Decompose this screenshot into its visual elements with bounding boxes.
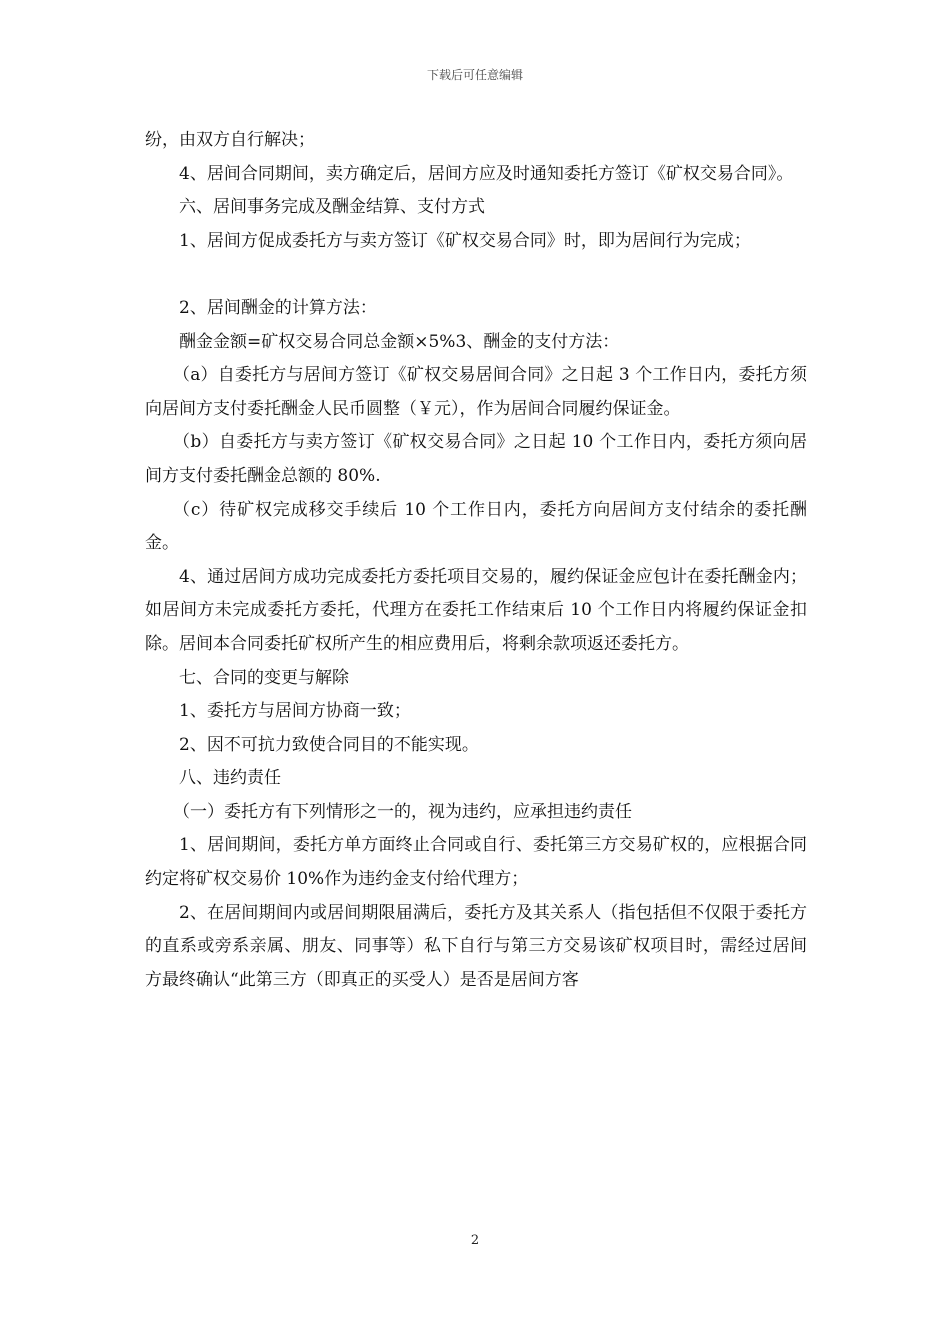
section-heading: 七、合同的变更与解除	[179, 667, 349, 688]
paragraph: 1、委托方与居间方协商一致；	[179, 701, 411, 722]
section-heading: 六、居间事务完成及酬金结算、支付方式	[179, 197, 485, 218]
page-header-note: 下载后可任意编辑	[426, 68, 523, 82]
section-heading: 八、违约责任	[179, 768, 281, 789]
page-number: 2	[470, 1233, 480, 1248]
paragraph: （一）委托方有下列情形之一的，视为违约，应承担违约责任	[173, 801, 632, 822]
paragraph: 纷，由双方自行解决；	[145, 130, 315, 150]
paragraph: （a）自委托方与居间方签订《矿权交易居间合同》之日起 3 个工作日内，委托方须向居间方支付委托酬金人民币圆整（￥元），作为居间合同履约保证金。	[145, 365, 807, 419]
paragraph: 4、通过居间方成功完成委托方委托项目交易的，履约保证金应包计在委托酬金内；如居间方未完成委托方委托，代理方在委托工作结束后 10 个工作日内将履约保证金扣除。居间本合同委托矿权所产生的相应费用后，将剩余款项返还委托方。	[145, 566, 807, 654]
paragraph: 4、居间合同期间，卖方确定后，居间方应及时通知委托方签订《矿权交易合同》。	[179, 163, 794, 184]
document-body	[145, 124, 807, 997]
paragraph: 2、在居间期间内或居间期限届满后，委托方及其关系人（指包括但不仅限于委托方的直系或旁系亲属、朋友、同事等）私下自行与第三方交易该矿权项目时，需经过居间方最终确认“此第三方（即真正的买受人）是否是居间方客	[145, 902, 807, 990]
paragraph: 1、居间期间，委托方单方面终止合同或自行、委托第三方交易矿权的，应根据合同约定将矿权交易价 10%作为违约金支付给代理方；	[145, 835, 807, 890]
paragraph: 1、居间方促成委托方与卖方签订《矿权交易合同》时，即为居间行为完成；	[179, 230, 751, 251]
paragraph: （c）待矿权完成移交手续后 10 个工作日内，委托方向居间方支付结余的委托酬金。	[145, 499, 807, 554]
blank-line	[145, 258, 807, 292]
paragraph: 酬金金额=矿权交易合同总金额×5%3、酬金的支付方法：	[179, 331, 620, 352]
paragraph: 2、居间酬金的计算方法：	[179, 297, 377, 318]
paragraph: （b）自委托方与卖方签订《矿权交易合同》之日起 10 个工作日内，委托方须向居间方支付委托酬金总额的 80%.	[145, 432, 807, 486]
paragraph: 2、因不可抗力致使合同目的不能实现。	[179, 734, 479, 755]
